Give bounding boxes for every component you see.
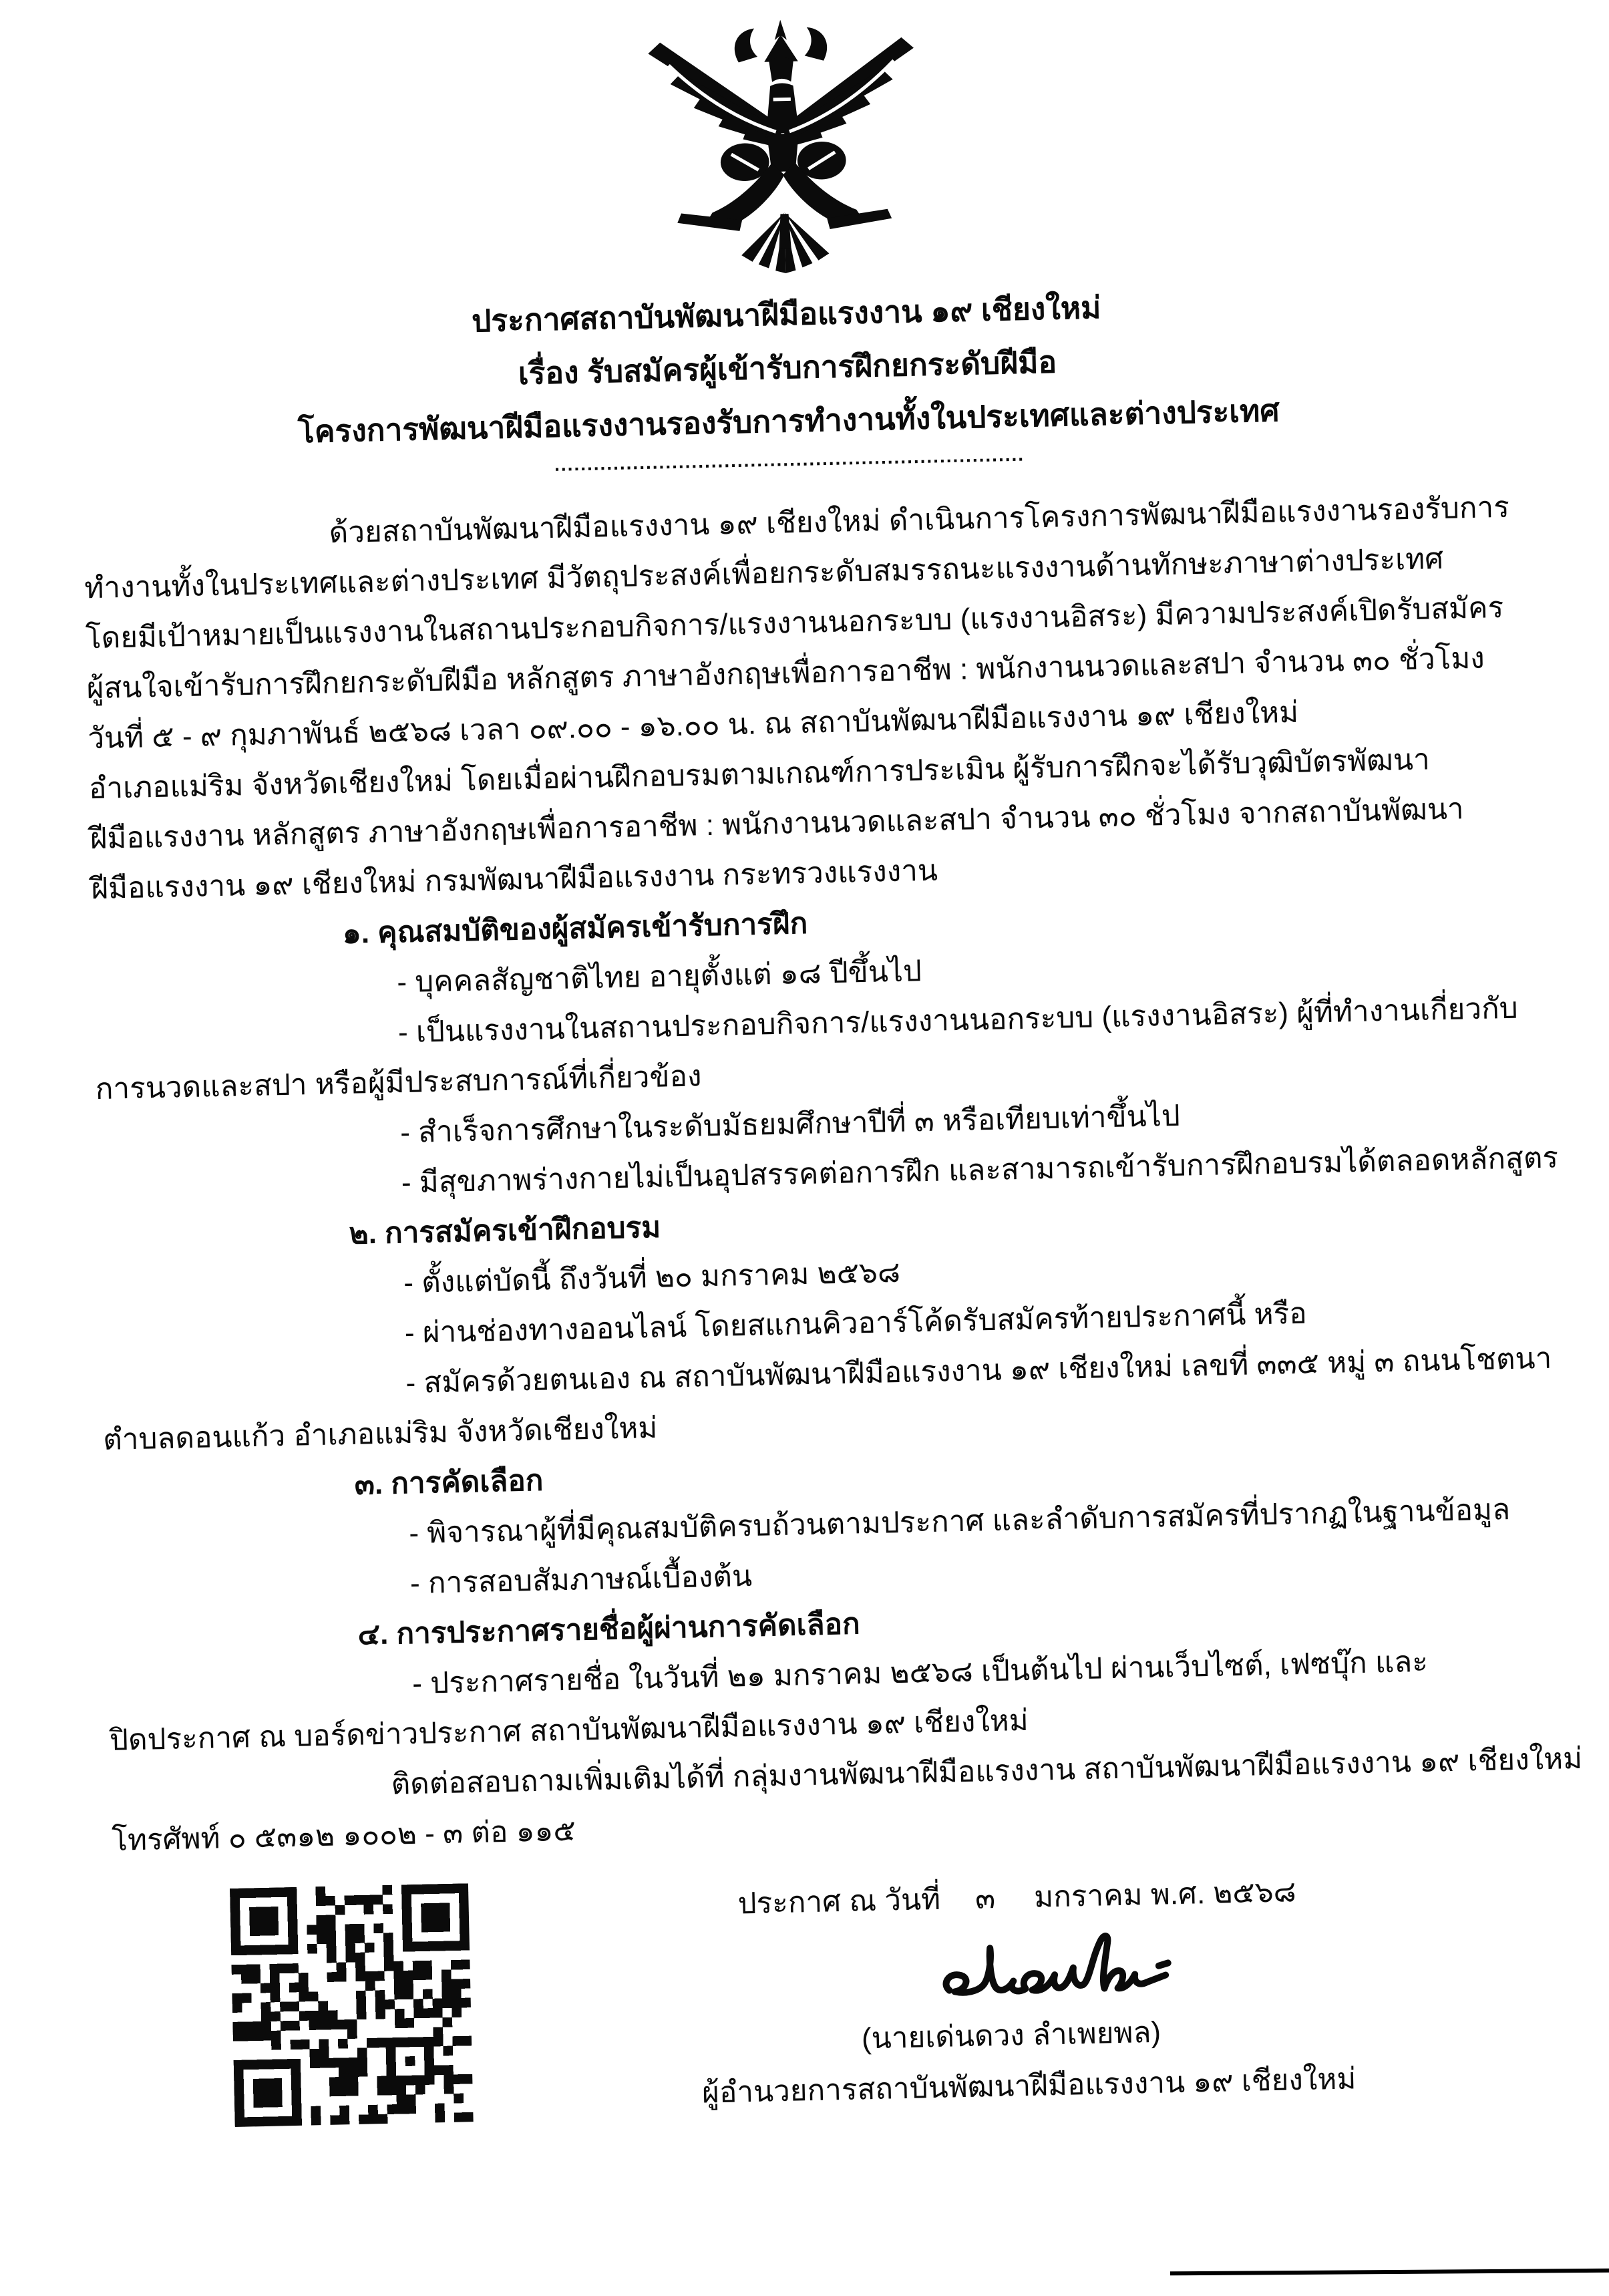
- director-signature-icon: [938, 1928, 1174, 2012]
- bullet-item: - ประกาศรายชื่อ ในวันที่ ๒๑ มกราคม ๒๕๖๘ เป็นต้นไป ผ่านเว็บไซต์, เฟซบุ๊ก และ: [411, 1645, 1429, 1700]
- signer-name: (นายเด่นดวง ลำเพยพล): [861, 2015, 1161, 2056]
- bullet-wrap-line: การนวดและสปา หรือผู้มีประสบการณ์ที่เกี่ยวข้อง: [95, 1059, 702, 1106]
- intro-line: ฝีมือแรงงาน หลักสูตร ภาษาอังกฤษเพื่อการอาชีพ : พนักงานนวดและสปา จำนวน ๓๐ ชั่วโมง จากสถาบันพัฒนา: [90, 792, 1465, 856]
- garuda-emblem-icon: [635, 15, 931, 285]
- intro-line: อำเภอแม่ริม จังหวัดเชียงใหม่ โดยเมื่อผ่านฝึกอบรมตามเกณฑ์การประเมิน ผู้รับการฝึกจะได้รับวุฒิบัตรพัฒนา: [88, 743, 1431, 806]
- bullet-item: - มีสุขภาพร่างกายไม่เป็นอุปสรรคต่อการฝึก และสามารถเข้ารับการฝึกอบรมได้ตลอดหลักสูตร: [401, 1141, 1559, 1200]
- body-text: [83, 482, 1583, 1866]
- bullet-item: - บุคคลสัญชาติไทย อายุตั้งแต่ ๑๘ ปีขึ้นไป: [396, 955, 922, 999]
- title-block: [0, 270, 1594, 494]
- bullet-item: - การสอบสัมภาษณ์เบื้องต้น: [409, 1559, 753, 1601]
- signer-title: ผู้อำนวยการสถาบันพัฒนาฝีมือแรงงาน ๑๙ เชียงใหม่: [701, 2062, 1357, 2110]
- bullet-item: - ผ่านช่องทางออนไลน์ โดยสแกนคิวอาร์โค้ดรับสมัครท้ายประกาศนี้ หรือ: [404, 1297, 1308, 1350]
- intro-line: โดยมีเป้าหมายเป็นแรงงานในสถานประกอบกิจการ/แรงงานนอกระบบ (แรงงานอิสระ) มีความประสงค์เปิดรับสมัคร: [85, 591, 1504, 655]
- bullet-item: - เป็นแรงงานในสถานประกอบกิจการ/แรงงานนอกระบบ (แรงงานอิสระ) ผู้ที่ทำงานเกี่ยวกับ: [397, 991, 1519, 1049]
- announcement-project: โครงการพัฒนาฝีมือแรงงานรองรับการทำงานทั้งในประเทศและต่างประเทศ: [297, 393, 1280, 450]
- bullet-item: - สมัครด้วยตนเอง ณ สถาบันพัฒนาฝีมือแรงงาน ๑๙ เชียงใหม่ เลขที่ ๓๓๕ หมู่ ๓ ถนนโชตนา: [405, 1341, 1552, 1400]
- date-suffix: มกราคม พ.ศ. ๒๕๖๘: [1033, 1875, 1297, 1914]
- section-4-heading: ๔. การประกาศรายชื่อผู้ผ่านการคัดเลือก: [357, 1607, 861, 1651]
- contact-line: ติดต่อสอบถามเพิ่มเติมได้ที่ กลุ่มงานพัฒนาฝีมือแรงงาน สถาบันพัฒนาฝีมือแรงงาน ๑๙ เชียงใหม่: [391, 1742, 1583, 1801]
- bullet-wrap-line: ปิดประกาศ ณ บอร์ดข่าวประกาศ สถาบันพัฒนาฝีมือแรงงาน ๑๙ เชียงใหม่: [109, 1703, 1029, 1757]
- announcement-subject: เรื่อง รับสมัครผู้เข้ารับการฝึกยกระดับฝีมือ: [518, 344, 1057, 391]
- section-1-heading: ๑. คุณสมบัติของผู้สมัครเข้ารับการฝึก: [342, 907, 808, 951]
- announcement-title: ประกาศสถาบันพัฒนาฝีมือแรงงาน ๑๙ เชียงใหม่: [471, 290, 1101, 339]
- section-3-heading: ๓. การคัดเลือก: [354, 1464, 544, 1501]
- bullet-item: - ตั้งแต่บัดนี้ ถึงวันที่ ๒๐ มกราคม ๒๕๖๘: [403, 1255, 901, 1300]
- announcement-date: [737, 1868, 1296, 1927]
- qr-code: [230, 1883, 474, 2127]
- date-prefix: ประกาศ ณ วันที่: [737, 1882, 941, 1921]
- bullet-item: - พิจารณาผู้ที่มีคุณสมบัติครบถ้วนตามประกาศ และลำดับการสมัครที่ปรากฏในฐานข้อมูล: [408, 1493, 1511, 1550]
- bullet-item: - สำเร็จการศึกษาในระดับมัธยมศึกษาปีที่ ๓ หรือเทียบเท่าขึ้นไป: [399, 1099, 1181, 1150]
- intro-line: ทำงานทั้งในประเทศและต่างประเทศ มีวัตถุประสงค์เพื่อยกระดับสมรรถนะแรงงานด้านทักษะภาษาต่างประเทศ: [83, 542, 1444, 605]
- intro-line: ผู้สนใจเข้ารับการฝึกยกระดับฝีมือ หลักสูตร ภาษาอังกฤษเพื่อการอาชีพ : พนักงานนวดและสปา จำนวน ๓๐ ชั่วโมง: [86, 641, 1485, 705]
- bullet-wrap-line: ตำบลดอนแก้ว อำเภอแม่ริม จังหวัดเชียงใหม่: [102, 1411, 658, 1457]
- date-day: ๓: [974, 1882, 996, 1915]
- dotted-separator: ........................................................................: [554, 444, 1025, 475]
- phone-line: โทรศัพท์ ๐ ๕๓๑๒ ๑๐๐๒ - ๓ ต่อ ๑๑๕: [111, 1814, 576, 1857]
- intro-line: ฝีมือแรงงาน ๑๙ เชียงใหม่ กรมพัฒนาฝีมือแรงงาน กระทรวงแรงงาน: [90, 854, 938, 906]
- section-2-heading: ๒. การสมัครเข้าฝึกอบรม: [349, 1210, 661, 1251]
- intro-line: ด้วยสถาบันพัฒนาฝีมือแรงงาน ๑๙ เชียงใหม่ ดำเนินการโครงการพัฒนาฝีมือแรงงานรองรับการ: [329, 490, 1510, 550]
- intro-line: วันที่ ๕ - ๙ กุมภาพันธ์ ๒๕๖๘ เวลา ๐๙.๐๐ - ๑๖.๐๐ น. ณ สถาบันพัฒนาฝีมือแรงงาน ๑๙ เชียงใหม่: [87, 695, 1299, 756]
